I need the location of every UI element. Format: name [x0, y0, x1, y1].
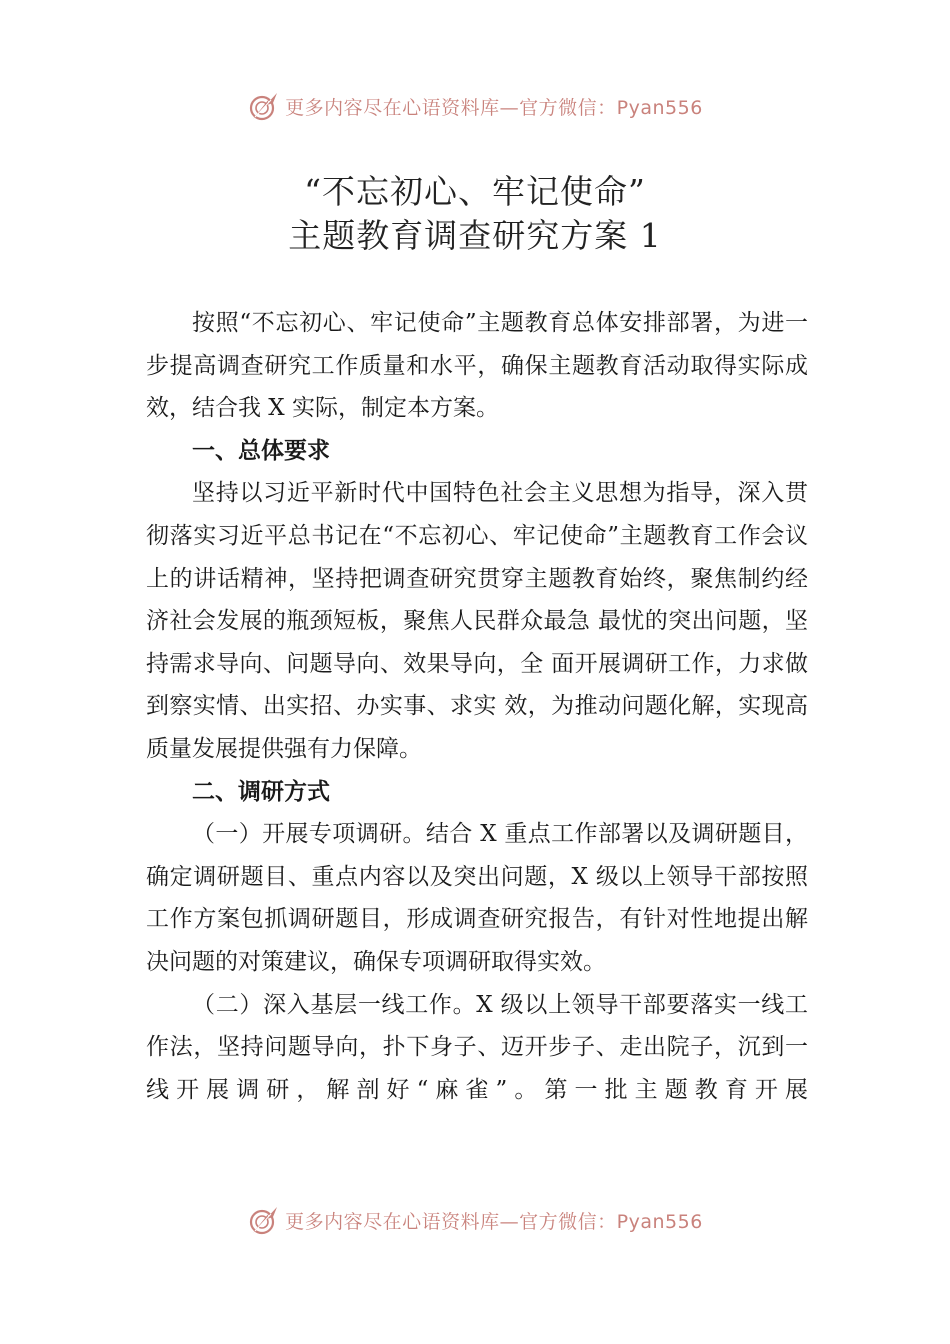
footer-banner	[0, 1200, 950, 1240]
intro-paragraph: 按照“不忘初心、牢记使命”主题教育总体安排部署，为进一步提高调查研究工作质量和水平，确保主题教育活动取得实际成效，结合我 X 实际，制定本方案。	[146, 310, 808, 422]
banner-wechat-id: Pyan556	[616, 96, 703, 119]
section-heading-overall-requirements: 一、总体要求	[192, 437, 330, 464]
document-title	[0, 170, 950, 258]
quill-logo-icon	[247, 89, 281, 123]
method-item-2: （二）深入基层一线工作。X 级以上领导干部要落实一线工作法，坚持问题导向，扑下身子、迈开步子、走出院子，沉到一线开展调研，解剖好“麻雀”。第一批主题教育开展	[146, 991, 808, 1103]
banner-wechat-id: Pyan556	[616, 1210, 703, 1233]
banner-text-cn: 更多内容尽在心语资料库—官方微信：	[285, 96, 617, 119]
method-item-1: （一）开展专项调研。结合 X 重点工作部署以及调研题目，确定调研题目、重点内容以及突出问题，X 级以上领导干部按照工作方案包抓调研题目，形成调查研究报告，有针对性地提出解决问题的对策建议，确保专项调研取得实效。	[146, 821, 808, 975]
document-body	[146, 302, 808, 1111]
section-heading-research-methods: 二、调研方式	[192, 778, 330, 805]
quill-logo-icon	[247, 1203, 281, 1237]
header-banner	[0, 86, 950, 126]
title-line-1: “不忘初心、牢记使命”	[304, 172, 646, 211]
banner-text-cn: 更多内容尽在心语资料库—官方微信：	[285, 1210, 617, 1233]
banner-text	[285, 93, 703, 120]
title-line-2: 主题教育调查研究方案 1	[288, 216, 662, 255]
banner-text	[285, 1207, 703, 1234]
section1-paragraph: 坚持以习近平新时代中国特色社会主义思想为指导，深入贯彻落实习近平总书记在“不忘初心、牢记使命”主题教育工作会议上的讲话精神，坚持把调查研究贯穿主题教育始终，聚焦制约经济社会发展的瓶颈短板，聚焦人民群众最急 最忧的突出问题，坚持需求导向、问题导向、效果导向，全 面开展调研工作，力求做到察实情、出实招、办实事、求实 效，为推动问题化解，实现高质量发展提供强有力保障。	[146, 480, 808, 762]
